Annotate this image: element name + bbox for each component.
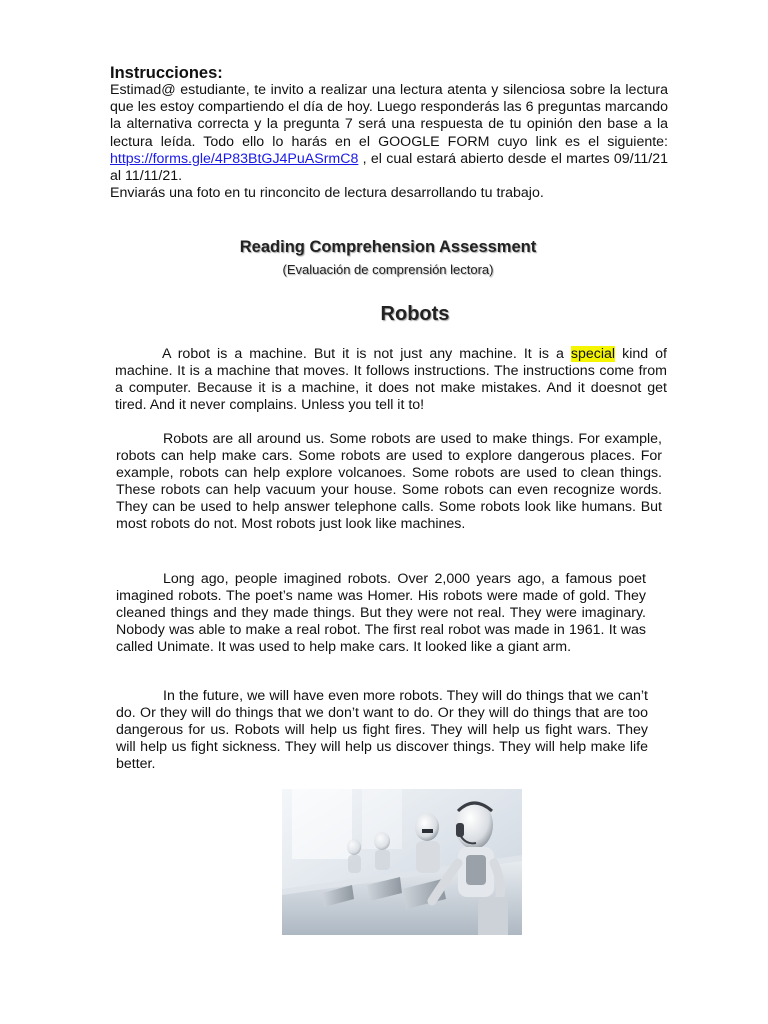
robots-at-laptops-image (282, 789, 522, 935)
story-paragraph-2: Robots are all around us. Some robots are used to make things. For example, robots can help make cars. Some robots are used to explore dangerous places. For example, robots can help explore volcanoes. Some robots are used to clean things. These robots can help vacuum your house. Some robots can even recognize words. They can be used to help answer telephone calls. Some robots look like humans. But most robots do not. Most robots just look like machines. (116, 431, 662, 533)
highlighted-word: special (570, 346, 616, 362)
paragraph-text: kind of machine. It is a machine that moves. It follows instructions. The instructions come from a computer. Because it is a machine, it does not make mistakes. And it doesnot get tired. And it never complains. Unless you tell it to! (115, 346, 667, 414)
instructions-text: Estimad@ estudiante, te invito a realizar una lectura atenta y silenciosa sobre la lectura que les estoy compartiendo el día de hoy. Luego responderás las 6 preguntas marcando la alternativa correcta y la pregunta 7 será una respuesta de tu opinión den base a la lectura leída. Todo ello lo harás en el GOOGLE FORM cuyo link es el siguiente: (110, 82, 668, 150)
instructions-heading: Instrucciones: (110, 64, 223, 82)
assessment-title: Reading Comprehension Assessment (239, 238, 537, 256)
photo-instruction: Enviarás una foto en tu rinconcito de lectura desarrollando tu trabajo. (110, 185, 544, 201)
story-paragraph-4: In the future, we will have even more robots. They will do things that we can’t do. Or they will do things that we don’t want to do. Or they will do things that are too dangerous for us. Robots will help us fight fires. They will help us fight wars. They will help us fight sickness. They will help us discover things. They will help make life better. (116, 688, 648, 773)
story-paragraph-1 (115, 346, 667, 414)
robots-illustration (282, 789, 522, 935)
instructions-text-end: , el cual estará abierto desde el martes 09/11/21 al 11/11/21. (110, 150, 668, 185)
google-form-link[interactable]: https://forms.gle/4P83BtGJ4PuASrmC8 (110, 150, 359, 167)
instructions-body (110, 82, 668, 185)
paragraph-text: A robot is a machine. But it is not just any machine. It is a (162, 346, 571, 362)
assessment-subtitle: (Evaluación de comprensión lectora) (282, 262, 494, 277)
story-paragraph-3: Long ago, people imagined robots. Over 2,000 years ago, a famous poet imagined robots. The poet’s name was Homer. His robots were made of gold. They cleaned things and they made things. But they were not real. They were imaginary. Nobody was able to make a real robot. The first real robot was made in 1961. It was called Unimate. It was used to help make cars. It looked like a giant arm. (116, 571, 646, 656)
story-title: Robots (380, 303, 450, 325)
